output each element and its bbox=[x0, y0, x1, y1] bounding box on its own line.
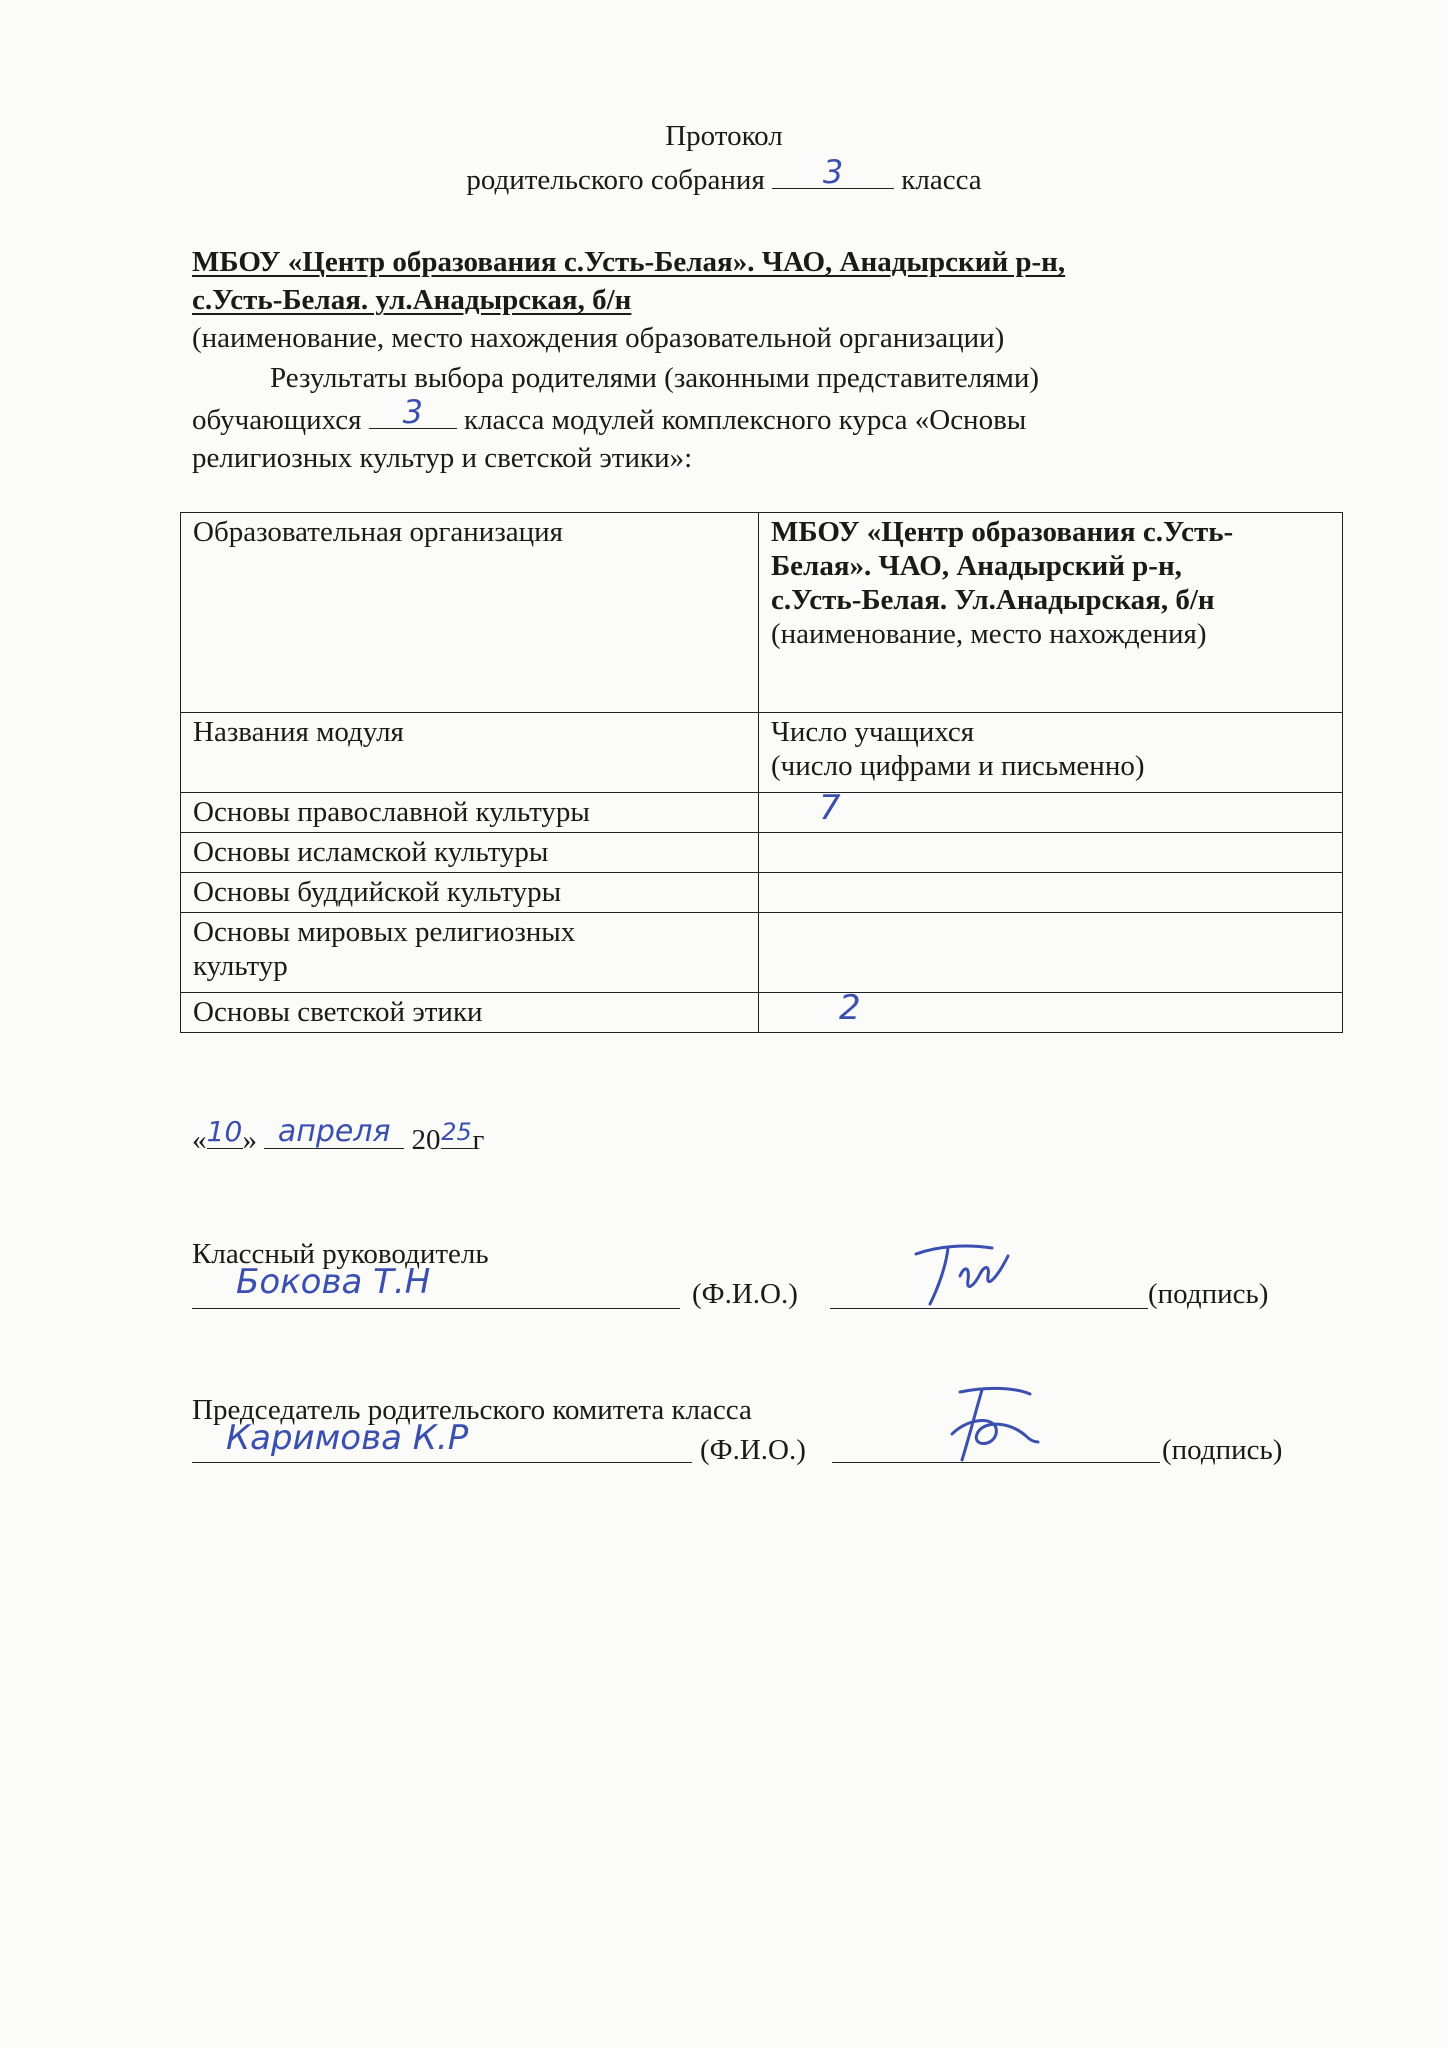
org-caption: (наименование, место нахождения образовательной организации) bbox=[192, 322, 1005, 354]
date-year-prefix: 20 bbox=[411, 1124, 441, 1156]
chair-fio-label: (Ф.И.О.) bbox=[700, 1434, 806, 1466]
date-close-quote: » bbox=[242, 1124, 257, 1156]
subtitle-suffix: класса bbox=[901, 164, 982, 196]
date-day-blank bbox=[206, 1115, 243, 1149]
module-cell bbox=[181, 873, 759, 913]
table-row bbox=[181, 873, 1343, 913]
module-name: Основы исламской культуры bbox=[193, 836, 549, 868]
count-cell bbox=[759, 873, 1343, 913]
count-cell bbox=[759, 788, 1343, 833]
teacher-fio-label: (Ф.И.О.) bbox=[692, 1278, 798, 1310]
class-number-blank bbox=[772, 153, 894, 191]
date-day-handwritten: 10 bbox=[206, 1115, 243, 1148]
chair-signature-mark bbox=[930, 1382, 1040, 1466]
intro-class-handwritten: 3 bbox=[402, 393, 423, 431]
modules-table bbox=[180, 512, 1343, 1033]
table-row-org bbox=[181, 513, 1343, 713]
org-name-line1: МБОУ «Центр образования с.Усть-Белая». ЧАО, Анадырский р-н, bbox=[192, 246, 1066, 278]
module-name: Основы православной культуры bbox=[193, 796, 590, 828]
module-name-line1: Основы мировых религиозных bbox=[193, 916, 576, 948]
org-value-cell bbox=[759, 513, 1343, 713]
subtitle-prefix: родительского собрания bbox=[466, 164, 765, 196]
count-cell bbox=[759, 913, 1343, 993]
table-row bbox=[181, 793, 1343, 833]
date-open-quote: « bbox=[192, 1124, 207, 1156]
teacher-name-line bbox=[192, 1306, 680, 1309]
intro-suffix: класса модулей комплексного курса «Основы bbox=[464, 404, 1027, 436]
table-row bbox=[181, 833, 1343, 873]
document-title: Протокол bbox=[665, 120, 783, 152]
org-value-line1: МБОУ «Центр образования с.Усть- bbox=[771, 516, 1234, 548]
chair-sign-label: (подпись) bbox=[1162, 1434, 1283, 1466]
teacher-signature-mark bbox=[908, 1236, 1016, 1310]
module-cell bbox=[181, 793, 759, 833]
module-cell bbox=[181, 913, 759, 993]
date-year-blank bbox=[441, 1120, 473, 1149]
chair-name-handwritten: Каримова К.Р bbox=[226, 1418, 469, 1458]
date-month-handwritten: апреля bbox=[277, 1114, 391, 1149]
col2-header-cell bbox=[759, 713, 1343, 793]
date-year-unit: г bbox=[472, 1124, 485, 1156]
date-year-handwritten: 25 bbox=[441, 1118, 472, 1146]
date-line bbox=[192, 1114, 485, 1158]
chair-label: Председатель родительского комитета класса bbox=[192, 1394, 752, 1426]
teacher-sign-label: (подпись) bbox=[1148, 1278, 1269, 1310]
class-number-handwritten: 3 bbox=[822, 153, 844, 191]
module-name-line2: культур bbox=[193, 950, 288, 982]
count-handwritten: 7 bbox=[819, 788, 841, 828]
org-value-caption: (наименование, место нахождения) bbox=[771, 618, 1207, 650]
intro-line3: религиозных культур и светской этики»: bbox=[192, 442, 693, 474]
col2-header-line2: (число цифрами и письменно) bbox=[771, 750, 1145, 782]
table-row bbox=[181, 913, 1343, 993]
col2-header-line1: Число учащихся bbox=[771, 716, 975, 748]
module-cell bbox=[181, 833, 759, 873]
org-label-cell bbox=[181, 513, 759, 713]
count-cell bbox=[759, 833, 1343, 873]
intro-prefix: обучающихся bbox=[192, 404, 362, 436]
table-row bbox=[181, 993, 1343, 1033]
table-header-row bbox=[181, 713, 1343, 793]
document-subtitle bbox=[0, 153, 1448, 198]
intro-class-blank bbox=[369, 393, 457, 431]
org-value-line3: с.Усть-Белая. Ул.Анадырская, б/н bbox=[771, 584, 1215, 616]
teacher-name-handwritten: Бокова Т.Н bbox=[236, 1262, 431, 1302]
intro-line2 bbox=[192, 393, 1027, 438]
module-name: Основы светской этики bbox=[193, 996, 483, 1028]
col1-header-cell bbox=[181, 713, 759, 793]
org-name-line2: с.Усть-Белая. ул.Анадырская, б/н bbox=[192, 284, 632, 316]
count-cell bbox=[759, 988, 1343, 1033]
org-value-line2: Белая». ЧАО, Анадырский р-н, bbox=[771, 550, 1182, 582]
count-handwritten: 2 bbox=[839, 988, 861, 1028]
module-name: Основы буддийской культуры bbox=[193, 876, 562, 908]
date-month-blank bbox=[264, 1114, 404, 1149]
teacher-label: Классный руководитель bbox=[192, 1238, 489, 1270]
chair-name-line bbox=[192, 1460, 692, 1463]
intro-line1: Результаты выбора родителями (законными представителями) bbox=[270, 362, 1040, 394]
module-cell bbox=[181, 993, 759, 1033]
col1-header: Названия модуля bbox=[193, 716, 404, 748]
org-label: Образовательная организация bbox=[193, 516, 564, 548]
